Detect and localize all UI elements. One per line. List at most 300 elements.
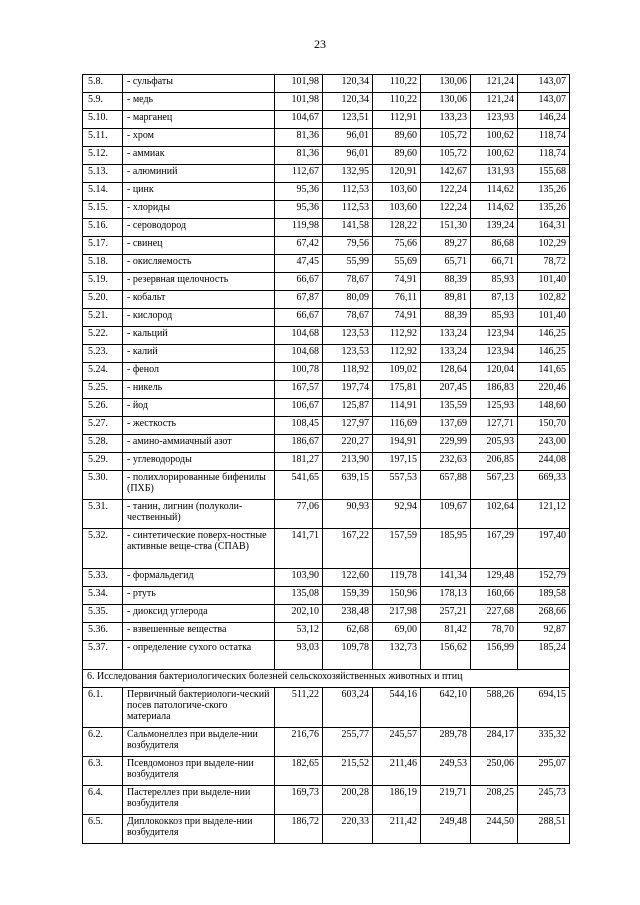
- price-cell: 123,53: [323, 345, 373, 363]
- row-name: - никель: [123, 381, 275, 399]
- price-cell: 567,23: [471, 471, 518, 500]
- table-row: [83, 147, 570, 165]
- price-cell: 202,10: [275, 605, 323, 623]
- price-cell: 135,26: [518, 183, 570, 201]
- price-cell: 104,68: [275, 345, 323, 363]
- price-cell: 104,67: [275, 111, 323, 129]
- price-cell: 66,67: [275, 273, 323, 291]
- price-cell: 129,48: [471, 569, 518, 587]
- price-cell: 74,91: [373, 309, 421, 327]
- row-name: - свинец: [123, 237, 275, 255]
- row-index: 5.16.: [83, 219, 123, 237]
- price-cell: 125,87: [323, 399, 373, 417]
- price-cell: 123,94: [471, 327, 518, 345]
- row-index: 5.26.: [83, 399, 123, 417]
- row-name: - сероводород: [123, 219, 275, 237]
- price-cell: 89,60: [373, 129, 421, 147]
- row-index: 5.35.: [83, 605, 123, 623]
- price-cell: 200,28: [323, 786, 373, 815]
- table-row: [83, 291, 570, 309]
- table-row: [83, 500, 570, 529]
- price-cell: 125,93: [471, 399, 518, 417]
- row-index: 5.21.: [83, 309, 123, 327]
- price-cell: 141,34: [421, 569, 471, 587]
- price-cell: 588,26: [471, 688, 518, 728]
- row-name: - окисляемость: [123, 255, 275, 273]
- table-row: [83, 815, 570, 844]
- row-index: 5.25.: [83, 381, 123, 399]
- table-row: [83, 237, 570, 255]
- price-cell: 139,24: [471, 219, 518, 237]
- table-row: [83, 201, 570, 219]
- price-cell: 182,65: [275, 757, 323, 786]
- price-cell: 167,57: [275, 381, 323, 399]
- price-cell: 238,48: [323, 605, 373, 623]
- price-cell: 156,99: [471, 641, 518, 670]
- price-cell: 186,72: [275, 815, 323, 844]
- row-index: 5.18.: [83, 255, 123, 273]
- price-cell: 141,58: [323, 219, 373, 237]
- price-cell: 81,42: [421, 623, 471, 641]
- row-index: 5.24.: [83, 363, 123, 381]
- price-cell: 164,31: [518, 219, 570, 237]
- price-cell: 146,24: [518, 111, 570, 129]
- price-cell: 175,81: [373, 381, 421, 399]
- row-name: - хлориды: [123, 201, 275, 219]
- row-index: 5.15.: [83, 201, 123, 219]
- price-cell: 206,85: [471, 453, 518, 471]
- row-index: 5.27.: [83, 417, 123, 435]
- price-cell: 118,74: [518, 147, 570, 165]
- price-cell: 220,46: [518, 381, 570, 399]
- price-cell: 128,64: [421, 363, 471, 381]
- table-row: [83, 728, 570, 757]
- row-index: 5.20.: [83, 291, 123, 309]
- price-cell: 255,77: [323, 728, 373, 757]
- price-cell: 194,91: [373, 435, 421, 453]
- price-cell: 127,71: [471, 417, 518, 435]
- price-cell: 67,42: [275, 237, 323, 255]
- row-name: - ртуть: [123, 587, 275, 605]
- price-cell: 207,45: [421, 381, 471, 399]
- row-name: - резервная щелочность: [123, 273, 275, 291]
- table-row: [83, 309, 570, 327]
- table-row: [83, 605, 570, 623]
- price-cell: 123,94: [471, 345, 518, 363]
- table-row: [83, 273, 570, 291]
- row-name: - синтетические поверх-ностные активные веще-ства (СПАВ): [123, 529, 275, 569]
- table-row: [83, 688, 570, 728]
- price-cell: 135,59: [421, 399, 471, 417]
- row-name: - танин, лигнин (полуколи-чественный): [123, 500, 275, 529]
- row-name: - йод: [123, 399, 275, 417]
- row-index: 5.12.: [83, 147, 123, 165]
- price-cell: 81,36: [275, 129, 323, 147]
- row-index: 5.29.: [83, 453, 123, 471]
- price-cell: 133,24: [421, 345, 471, 363]
- table-row: [83, 363, 570, 381]
- row-index: 5.13.: [83, 165, 123, 183]
- price-cell: 112,91: [373, 111, 421, 129]
- table-row: [83, 381, 570, 399]
- price-cell: 95,36: [275, 201, 323, 219]
- price-cell: 101,98: [275, 93, 323, 111]
- row-index: 5.32.: [83, 529, 123, 569]
- price-cell: 220,27: [323, 435, 373, 453]
- row-index: 5.30.: [83, 471, 123, 500]
- price-cell: 92,94: [373, 500, 421, 529]
- row-name: Диплококкоз при выделе-нии возбудителя: [123, 815, 275, 844]
- price-cell: 511,22: [275, 688, 323, 728]
- price-cell: 100,62: [471, 147, 518, 165]
- price-cell: 197,74: [323, 381, 373, 399]
- price-cell: 96,01: [323, 147, 373, 165]
- price-cell: 86,68: [471, 237, 518, 255]
- price-cell: 106,67: [275, 399, 323, 417]
- price-cell: 186,83: [471, 381, 518, 399]
- price-cell: 133,23: [421, 111, 471, 129]
- price-cell: 185,24: [518, 641, 570, 670]
- row-name: - формальдегид: [123, 569, 275, 587]
- price-cell: 47,45: [275, 255, 323, 273]
- price-cell: 85,93: [471, 309, 518, 327]
- price-cell: 74,91: [373, 273, 421, 291]
- row-index: 5.28.: [83, 435, 123, 453]
- price-cell: 131,93: [471, 165, 518, 183]
- table-row: [83, 471, 570, 500]
- table-row: [83, 641, 570, 670]
- table-row: [83, 219, 570, 237]
- price-cell: 69,00: [373, 623, 421, 641]
- row-index: 5.22.: [83, 327, 123, 345]
- price-cell: 128,22: [373, 219, 421, 237]
- price-cell: 220,33: [323, 815, 373, 844]
- price-cell: 112,92: [373, 345, 421, 363]
- price-cell: 90,93: [323, 500, 373, 529]
- price-cell: 232,63: [421, 453, 471, 471]
- price-cell: 244,50: [471, 815, 518, 844]
- row-index: 5.33.: [83, 569, 123, 587]
- price-cell: 229,99: [421, 435, 471, 453]
- price-cell: 127,97: [323, 417, 373, 435]
- row-name: - кислород: [123, 309, 275, 327]
- table-row: [83, 183, 570, 201]
- price-cell: 65,71: [421, 255, 471, 273]
- price-cell: 123,51: [323, 111, 373, 129]
- price-cell: 132,95: [323, 165, 373, 183]
- price-cell: 53,12: [275, 623, 323, 641]
- price-cell: 120,04: [471, 363, 518, 381]
- price-cell: 76,11: [373, 291, 421, 309]
- row-index: 5.11.: [83, 129, 123, 147]
- price-cell: 284,17: [471, 728, 518, 757]
- price-cell: 186,19: [373, 786, 421, 815]
- price-cell: 101,98: [275, 75, 323, 93]
- table-row: [83, 623, 570, 641]
- price-cell: 603,24: [323, 688, 373, 728]
- price-cell: 249,53: [421, 757, 471, 786]
- table-row: [83, 757, 570, 786]
- price-cell: 112,53: [323, 183, 373, 201]
- price-cell: 75,66: [373, 237, 421, 255]
- price-cell: 151,30: [421, 219, 471, 237]
- price-cell: 110,22: [373, 93, 421, 111]
- table-row: [83, 569, 570, 587]
- section-title: 6. Исследования бактериологических болезней сельскохозяйственных животных и птиц: [83, 670, 570, 688]
- price-cell: 100,78: [275, 363, 323, 381]
- price-cell: 109,78: [323, 641, 373, 670]
- price-cell: 268,66: [518, 605, 570, 623]
- price-cell: 120,91: [373, 165, 421, 183]
- price-cell: 119,98: [275, 219, 323, 237]
- price-cell: 89,27: [421, 237, 471, 255]
- price-cell: 150,96: [373, 587, 421, 605]
- price-cell: 101,40: [518, 309, 570, 327]
- price-cell: 181,27: [275, 453, 323, 471]
- price-cell: 109,67: [421, 500, 471, 529]
- price-cell: 103,90: [275, 569, 323, 587]
- price-cell: 257,21: [421, 605, 471, 623]
- price-cell: 148,60: [518, 399, 570, 417]
- price-cell: 141,71: [275, 529, 323, 569]
- price-cell: 150,70: [518, 417, 570, 435]
- row-name: - аммиак: [123, 147, 275, 165]
- price-cell: 219,71: [421, 786, 471, 815]
- price-cell: 639,15: [323, 471, 373, 500]
- price-cell: 208,25: [471, 786, 518, 815]
- row-index: 5.34.: [83, 587, 123, 605]
- price-cell: 102,82: [518, 291, 570, 309]
- price-cell: 167,22: [323, 529, 373, 569]
- row-index: 5.17.: [83, 237, 123, 255]
- price-cell: 249,48: [421, 815, 471, 844]
- row-index: 5.36.: [83, 623, 123, 641]
- price-table: [82, 74, 570, 844]
- price-cell: 217,98: [373, 605, 421, 623]
- table-row: [83, 399, 570, 417]
- price-cell: 215,52: [323, 757, 373, 786]
- price-cell: 81,36: [275, 147, 323, 165]
- price-cell: 78,70: [471, 623, 518, 641]
- price-cell: 185,95: [421, 529, 471, 569]
- price-cell: 289,78: [421, 728, 471, 757]
- price-cell: 123,53: [323, 327, 373, 345]
- price-cell: 123,93: [471, 111, 518, 129]
- price-cell: 146,25: [518, 327, 570, 345]
- price-cell: 544,16: [373, 688, 421, 728]
- table-row: [83, 255, 570, 273]
- price-cell: 100,62: [471, 129, 518, 147]
- price-cell: 55,69: [373, 255, 421, 273]
- price-cell: 104,68: [275, 327, 323, 345]
- price-cell: 211,46: [373, 757, 421, 786]
- price-cell: 197,15: [373, 453, 421, 471]
- price-cell: 694,15: [518, 688, 570, 728]
- section-header-row: [83, 670, 570, 688]
- price-cell: 118,92: [323, 363, 373, 381]
- price-cell: 211,42: [373, 815, 421, 844]
- price-cell: 142,67: [421, 165, 471, 183]
- price-cell: 101,40: [518, 273, 570, 291]
- row-index: 6.3.: [83, 757, 123, 786]
- price-cell: 110,22: [373, 75, 421, 93]
- price-cell: 130,06: [421, 75, 471, 93]
- price-cell: 155,68: [518, 165, 570, 183]
- page-number: 23: [314, 37, 326, 51]
- row-index: 5.37.: [83, 641, 123, 670]
- price-cell: 137,69: [421, 417, 471, 435]
- table-row: [83, 587, 570, 605]
- price-cell: 132,73: [373, 641, 421, 670]
- row-name: - марганец: [123, 111, 275, 129]
- price-cell: 96,01: [323, 129, 373, 147]
- price-cell: 122,24: [421, 201, 471, 219]
- price-cell: 78,67: [323, 309, 373, 327]
- price-cell: 135,08: [275, 587, 323, 605]
- price-cell: 102,29: [518, 237, 570, 255]
- row-name: - определение сухого остатка: [123, 641, 275, 670]
- row-index: 5.8.: [83, 75, 123, 93]
- row-name: - сульфаты: [123, 75, 275, 93]
- price-cell: 335,32: [518, 728, 570, 757]
- price-cell: 105,72: [421, 147, 471, 165]
- price-cell: 169,73: [275, 786, 323, 815]
- table-row: [83, 529, 570, 569]
- row-name: - цинк: [123, 183, 275, 201]
- price-cell: 118,74: [518, 129, 570, 147]
- price-cell: 95,36: [275, 183, 323, 201]
- price-cell: 250,06: [471, 757, 518, 786]
- price-cell: 244,08: [518, 453, 570, 471]
- row-index: 5.19.: [83, 273, 123, 291]
- price-cell: 227,68: [471, 605, 518, 623]
- price-cell: 122,24: [421, 183, 471, 201]
- price-cell: 245,57: [373, 728, 421, 757]
- price-cell: 160,66: [471, 587, 518, 605]
- price-cell: 66,67: [275, 309, 323, 327]
- table-row: [83, 345, 570, 363]
- price-cell: 295,07: [518, 757, 570, 786]
- row-name: - диоксид углерода: [123, 605, 275, 623]
- price-cell: 55,99: [323, 255, 373, 273]
- price-cell: 243,00: [518, 435, 570, 453]
- price-cell: 143,07: [518, 93, 570, 111]
- price-cell: 159,39: [323, 587, 373, 605]
- price-cell: 178,13: [421, 587, 471, 605]
- price-cell: 141,65: [518, 363, 570, 381]
- price-cell: 119,78: [373, 569, 421, 587]
- price-cell: 642,10: [421, 688, 471, 728]
- price-cell: 93,03: [275, 641, 323, 670]
- price-cell: 88,39: [421, 309, 471, 327]
- row-name: - углеводороды: [123, 453, 275, 471]
- price-cell: 156,62: [421, 641, 471, 670]
- price-cell: 213,90: [323, 453, 373, 471]
- price-cell: 87,13: [471, 291, 518, 309]
- price-cell: 103,60: [373, 201, 421, 219]
- price-cell: 114,91: [373, 399, 421, 417]
- table-row: [83, 453, 570, 471]
- price-cell: 112,67: [275, 165, 323, 183]
- price-cell: 77,06: [275, 500, 323, 529]
- price-cell: 216,76: [275, 728, 323, 757]
- price-cell: 79,56: [323, 237, 373, 255]
- row-index: 6.2.: [83, 728, 123, 757]
- row-name: - фенол: [123, 363, 275, 381]
- table-row: [83, 435, 570, 453]
- price-cell: 62,68: [323, 623, 373, 641]
- row-name: Пастереллез при выделе-нии возбудителя: [123, 786, 275, 815]
- price-cell: 66,71: [471, 255, 518, 273]
- row-name: - кальций: [123, 327, 275, 345]
- price-cell: 92,87: [518, 623, 570, 641]
- table-row: [83, 111, 570, 129]
- price-cell: 112,53: [323, 201, 373, 219]
- price-cell: 130,06: [421, 93, 471, 111]
- table-row: [83, 165, 570, 183]
- row-index: 5.14.: [83, 183, 123, 201]
- price-cell: 541,65: [275, 471, 323, 500]
- price-cell: 114,62: [471, 183, 518, 201]
- row-name: Псевдомоноз при выделе-нии возбудителя: [123, 757, 275, 786]
- row-index: 5.31.: [83, 500, 123, 529]
- row-name: - кобальт: [123, 291, 275, 309]
- price-cell: 78,67: [323, 273, 373, 291]
- price-cell: 88,39: [421, 273, 471, 291]
- row-name: - полихлорированные бифенилы (ПХБ): [123, 471, 275, 500]
- price-cell: 135,26: [518, 201, 570, 219]
- row-index: 6.1.: [83, 688, 123, 728]
- price-cell: 120,34: [323, 93, 373, 111]
- price-cell: 121,24: [471, 75, 518, 93]
- row-name: Первичный бактериологи-ческий посев патологиче-ского материала: [123, 688, 275, 728]
- price-cell: 120,34: [323, 75, 373, 93]
- price-cell: 143,07: [518, 75, 570, 93]
- table-row: [83, 93, 570, 111]
- row-name: - амино-аммиачный азот: [123, 435, 275, 453]
- table-row: [83, 129, 570, 147]
- price-cell: 89,81: [421, 291, 471, 309]
- price-cell: 85,93: [471, 273, 518, 291]
- price-cell: 657,88: [421, 471, 471, 500]
- price-cell: 80,09: [323, 291, 373, 309]
- row-name: - калий: [123, 345, 275, 363]
- price-cell: 122,60: [323, 569, 373, 587]
- price-cell: 109,02: [373, 363, 421, 381]
- table-row: [83, 786, 570, 815]
- price-cell: 146,25: [518, 345, 570, 363]
- table-row: [83, 417, 570, 435]
- row-index: 5.10.: [83, 111, 123, 129]
- price-cell: 67,87: [275, 291, 323, 309]
- price-cell: 103,60: [373, 183, 421, 201]
- price-cell: 108,45: [275, 417, 323, 435]
- row-name: - алюминий: [123, 165, 275, 183]
- price-cell: 116,69: [373, 417, 421, 435]
- price-cell: 245,73: [518, 786, 570, 815]
- price-cell: 669,33: [518, 471, 570, 500]
- price-cell: 105,72: [421, 129, 471, 147]
- table-row: [83, 75, 570, 93]
- price-cell: 112,92: [373, 327, 421, 345]
- price-cell: 167,29: [471, 529, 518, 569]
- table-row: [83, 327, 570, 345]
- row-name: Сальмонеллез при выделе-нии возбудителя: [123, 728, 275, 757]
- price-cell: 189,58: [518, 587, 570, 605]
- row-name: - хром: [123, 129, 275, 147]
- price-cell: 114,62: [471, 201, 518, 219]
- row-index: 5.9.: [83, 93, 123, 111]
